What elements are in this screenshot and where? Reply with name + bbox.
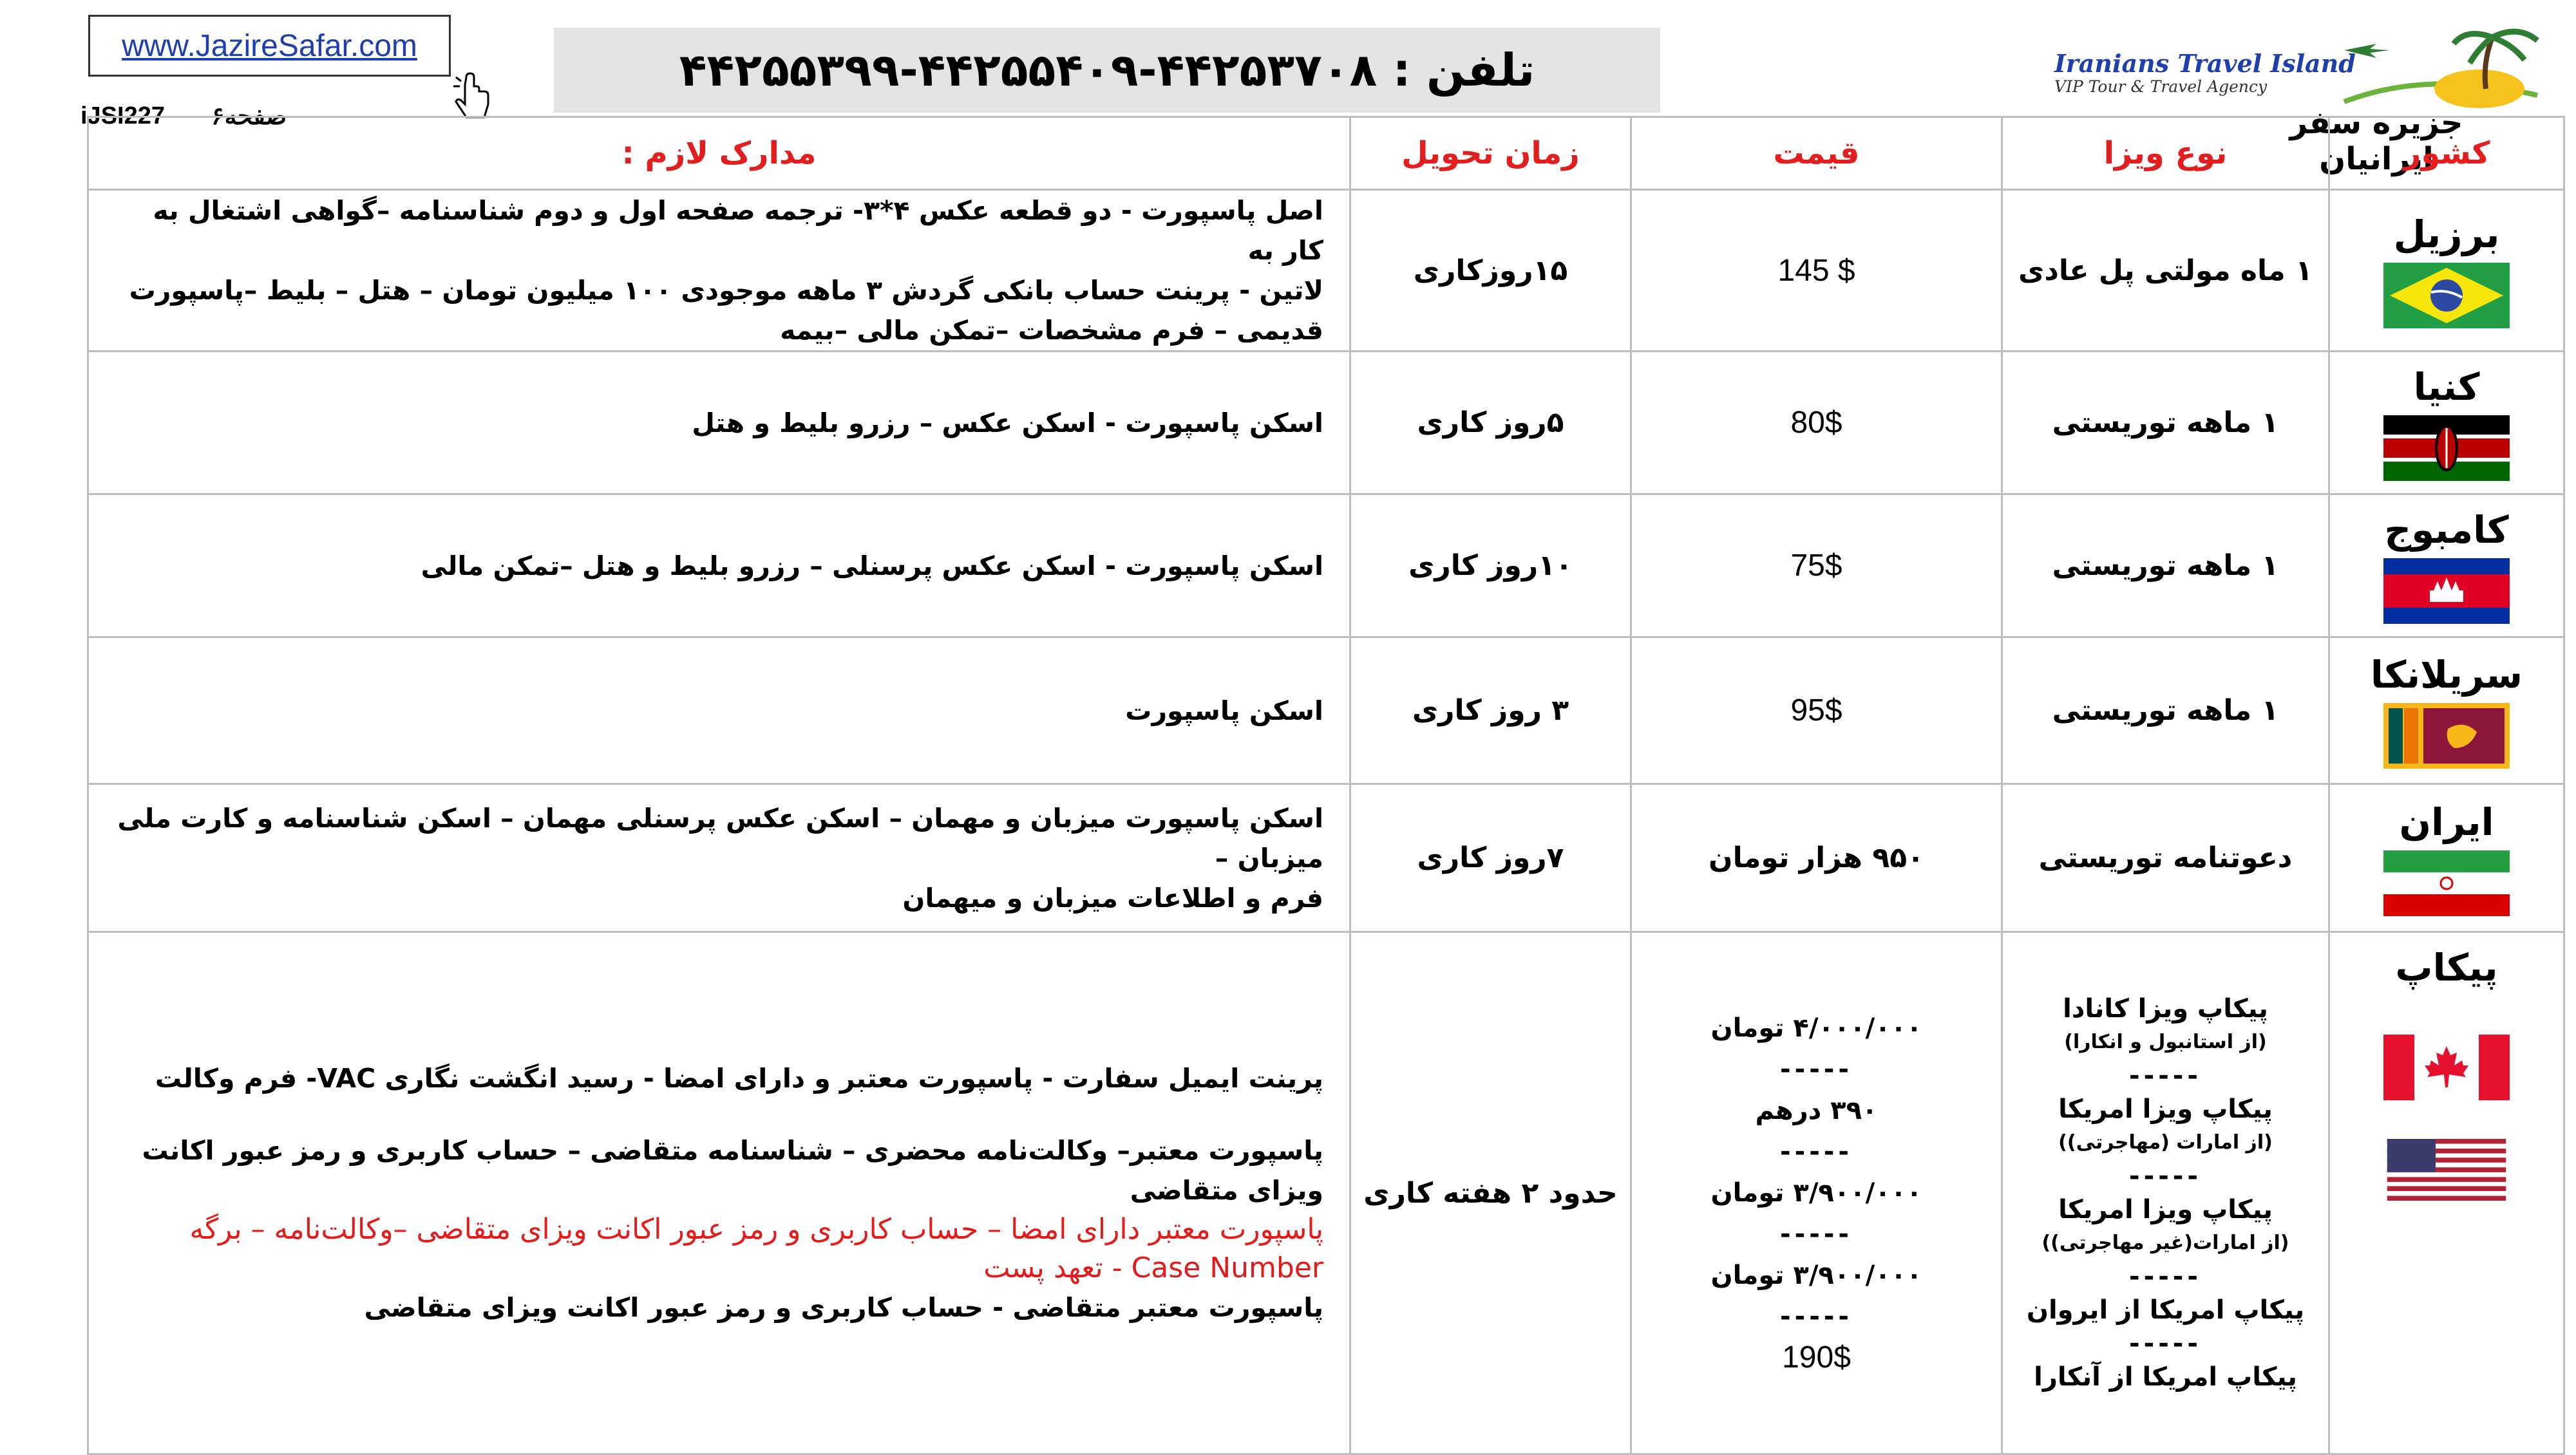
doc-line: پرینت ایمیل سفارت - پاسپورت معتبر و دارای امضا - رسید انگشت نگاری VAC- فرم وکالت (155, 1063, 1323, 1094)
cambodia-flag-icon (2383, 558, 2510, 624)
country-name: ایران (2399, 800, 2494, 844)
logo-english-subtitle: VIP Tour & Travel Agency (2054, 77, 2268, 96)
sri-lanka-flag-icon (2383, 703, 2510, 769)
delivery-cell: حدود ۲ هفته کاری (1350, 932, 1631, 1454)
country-cell (2329, 784, 2564, 932)
country-cell (2329, 637, 2564, 784)
country-cell (2329, 352, 2564, 494)
visa-type-cell: ۱ ماهه توریستی (2002, 494, 2329, 637)
brazil-flag-icon (2383, 263, 2510, 328)
documents-cell (88, 352, 1350, 494)
separator: ----- (2128, 1061, 2202, 1091)
documents-cell (88, 932, 1350, 1454)
country-cell (2329, 932, 2564, 1454)
documents-cell (88, 494, 1350, 637)
delivery-cell: ۵روز کاری (1350, 352, 1631, 494)
table-row (88, 352, 2564, 494)
separator: ----- (2128, 1262, 2202, 1291)
pickup-note: (از استانبول و انکارا) (2064, 1031, 2267, 1053)
phone-numbers: تلفن : ۴۴۲۵۳۷۰۸-۴۴۲۵۵۴۰۹-۴۴۲۵۵۳۹۹ (554, 28, 1660, 113)
separator: ----- (1779, 1137, 1853, 1167)
visa-type-cell: دعوتنامه توریستی (2002, 784, 2329, 932)
pickup-type: پیکاپ امریکا از ایروان (2026, 1295, 2305, 1325)
doc-line: فرم و اطلاعات میزبان و میهمان (902, 882, 1323, 914)
col-visa-type: نوع ویزا (2002, 117, 2329, 190)
price-cell (1631, 932, 2002, 1454)
logo-english-title: Iranians Travel Island (2054, 49, 2356, 78)
price-line: ۳۹۰ درهم (1755, 1096, 1878, 1125)
doc-line: پاسپورت معتبر متقاضی - حساب کاربری و رمز عبور اکانت ویزای متقاضی (364, 1292, 1323, 1323)
price-line: 190$ (1782, 1340, 1851, 1375)
price-cell: 75$ (1631, 494, 2002, 637)
country-name: برزیل (2393, 212, 2500, 256)
separator: ----- (1779, 1219, 1853, 1249)
pickup-type: پیکاپ ویزا امریکا (2058, 1094, 2273, 1124)
country-cell (2329, 494, 2564, 637)
price-cell: 80$ (1631, 352, 2002, 494)
separator: ----- (2128, 1161, 2202, 1191)
documents-cell (88, 784, 1350, 932)
doc-line: اسکن پاسپورت - اسکن عکس – رزرو بلیط و هتل (692, 407, 1323, 438)
price-cell: 95$ (1631, 637, 2002, 784)
separator: ----- (1779, 1055, 1853, 1084)
col-price: قیمت (1631, 117, 2002, 190)
table-row (88, 494, 2564, 637)
iran-flag-icon (2383, 850, 2510, 916)
documents-cell (88, 637, 1350, 784)
country-cell (2329, 190, 2564, 352)
country-name: پیکاپ (2395, 946, 2498, 990)
pickup-type: پیکاپ ویزا کانادا (2063, 994, 2268, 1024)
canada-flag-icon (2383, 1035, 2510, 1100)
price-cell: 145 $ (1631, 190, 2002, 352)
country-name: کنیا (2413, 364, 2480, 409)
visa-table (87, 116, 2565, 1455)
pickup-note: (از امارات(غیر مهاجرتی)) (2041, 1232, 2289, 1254)
usa-flag-icon (2383, 1139, 2510, 1201)
country-name: سریلانکا (2370, 652, 2523, 697)
doc-line: اسکن پاسپورت (1125, 695, 1323, 726)
pickup-note: (از امارات (مهاجرتی)) (2058, 1131, 2273, 1154)
delivery-cell: ۱۰روز کاری (1350, 494, 1631, 637)
price-line: ۴/۰۰۰/۰۰۰ تومان (1710, 1013, 1922, 1043)
separator: ----- (2128, 1329, 2202, 1358)
doc-line: اسکن پاسپورت میزبان و مهمان – اسکن عکس پرسنلی مهمان – اسکن شناسنامه و کارت ملی میزبان – (117, 802, 1323, 874)
col-country: کشور (2329, 117, 2564, 190)
doc-line: اسکن پاسپورت - اسکن عکس پرسنلی – رزرو بلیط و هتل –تمکن مالی (421, 550, 1323, 581)
delivery-cell: ۷روز کاری (1350, 784, 1631, 932)
website-link[interactable]: www.JazireSafar.com (88, 15, 451, 77)
table-row-pickup (88, 932, 2564, 1454)
table-row (88, 190, 2564, 352)
delivery-cell: ۳ روز کاری (1350, 637, 1631, 784)
table-row (88, 784, 2564, 932)
documents-cell (88, 190, 1350, 352)
country-name: کامبوج (2384, 507, 2509, 552)
price-line: ۳/۹۰۰/۰۰۰ تومان (1710, 1261, 1922, 1290)
doc-line: اصل پاسپورت - دو قطعه عکس ۴*۳- ترجمه صفحه اول و دوم شناسنامه –گواهی اشتغال به کار به (153, 195, 1323, 266)
visa-type-cell: ۱ ماهه توریستی (2002, 637, 2329, 784)
logo-persian-title: جزیره سفر ایرانیان (2289, 105, 2463, 177)
doc-line: لاتین - پرینت حساب بانکی گردش ۳ ماهه موجودی ۱۰۰ میلیون تومان – هتل – بلیط –پاسپورت (129, 275, 1323, 306)
doc-line: قدیمی – فرم مشخصات –تمکن مالی –بیمه (780, 315, 1323, 346)
separator: ----- (1779, 1302, 1853, 1331)
visa-type-cell: ۱ ماهه توریستی (2002, 352, 2329, 494)
col-delivery: زمان تحویل (1350, 117, 1631, 190)
doc-code: iJSI227 (80, 102, 165, 129)
kenya-flag-icon (2383, 415, 2510, 481)
visa-type-cell: ۱ ماه مولتی پل عادی (2002, 190, 2329, 352)
price-cell: ۹۵۰ هزار تومان (1631, 784, 2002, 932)
table-header-row (88, 117, 2564, 190)
delivery-cell: ۱۵روزکاری (1350, 190, 1631, 352)
table-row (88, 637, 2564, 784)
page-number: صفحه۶ (211, 102, 287, 130)
col-documents: مدارک لازم : (88, 117, 1350, 190)
price-line: ۳/۹۰۰/۰۰۰ تومان (1710, 1178, 1922, 1208)
pickup-type: پیکاپ امریکا از آنکارا (2034, 1362, 2297, 1392)
visa-type-cell (2002, 932, 2329, 1454)
doc-line-highlight: پاسپورت معتبر دارای امضا – حساب کاربری و رمز عبور اکانت ویزای متقاضی –وکالت‌نامه – برگه Case Number - تعهد پست (189, 1213, 1323, 1284)
doc-line: پاسپورت معتبر– وکالت‌نامه محضری – شناسنامه متقاضی – حساب کاربری و رمز عبور اکانت ویزای متقاضی (142, 1135, 1323, 1206)
pickup-type: پیکاپ ویزا امریکا (2058, 1195, 2273, 1225)
